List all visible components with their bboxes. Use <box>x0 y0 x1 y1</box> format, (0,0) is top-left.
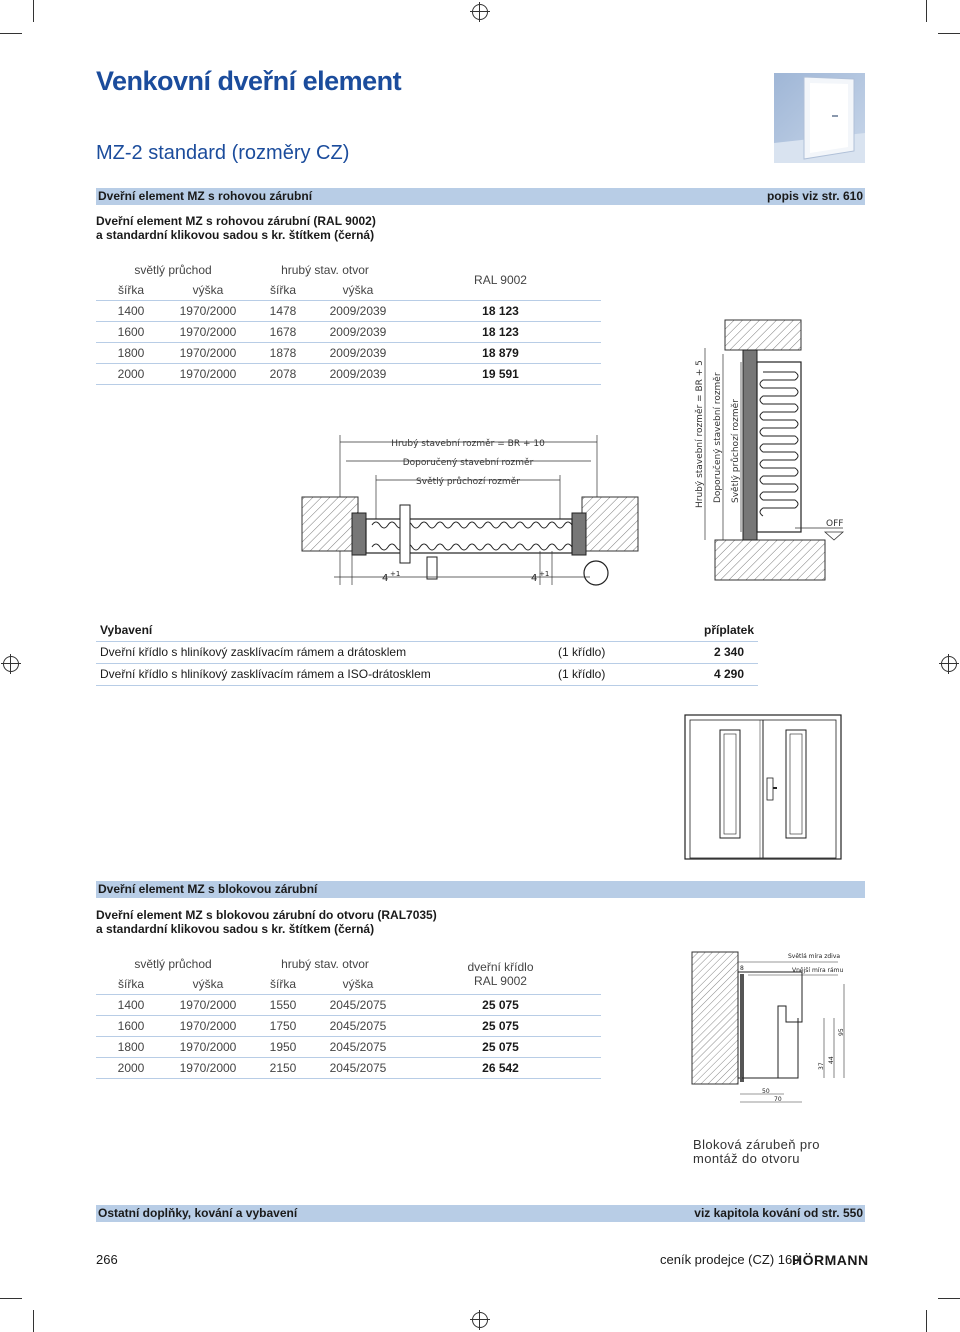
dim-rough: Hrubý stavební rozměr = BR + 10 <box>391 439 545 449</box>
cell: 1600 <box>96 322 166 343</box>
price-table-blokova <box>96 954 601 1079</box>
price-cell: 19 591 <box>400 364 601 385</box>
page-subtitle: MZ-2 standard (rozměry CZ) <box>96 142 350 164</box>
col-header: šířka <box>250 974 316 995</box>
dim-95: 95 <box>838 1028 845 1036</box>
cell: 1950 <box>250 1037 316 1058</box>
tolerance-sup: +1 <box>539 570 550 578</box>
price-cell: 25 075 <box>400 1016 601 1037</box>
cell: 2045/2075 <box>316 1016 400 1037</box>
cell: 2045/2075 <box>316 1037 400 1058</box>
item-label: Dveřní křídlo s hliníkový zasklívacím rámem a drátosklem <box>100 645 407 659</box>
dim-clear: Světlý průchozí rozměr <box>416 477 520 487</box>
table-row <box>96 322 601 343</box>
crop-mark <box>938 33 960 34</box>
cell: 2150 <box>250 1058 316 1079</box>
cell: 1750 <box>250 1016 316 1037</box>
v-dim-clear: Světlý průchozí rozměr <box>731 399 741 503</box>
dim-8: 8 <box>740 965 744 972</box>
v-dim-rough: Hrubý stavební rozměr = BR + 5 <box>695 360 705 508</box>
cell: 1600 <box>96 1016 166 1037</box>
crop-mark <box>938 1298 960 1299</box>
price-cell: 18 879 <box>400 343 601 364</box>
item-unit: (1 křídlo) <box>558 667 606 681</box>
price-header-line: dveřní křídlo <box>467 960 534 974</box>
off-label: OFF <box>826 519 844 529</box>
cell: 2009/2039 <box>316 364 400 385</box>
page-title: Venkovní dveřní element <box>96 66 402 96</box>
cell: 2009/2039 <box>316 343 400 364</box>
page-reference: viz kapitola kování od str. 550 <box>694 1206 863 1220</box>
brand-logo: HÖRMANN <box>792 1252 869 1268</box>
table-row <box>96 364 601 385</box>
cell: 2045/2075 <box>316 995 400 1016</box>
registration-mark-icon <box>3 656 19 672</box>
cell: 1970/2000 <box>166 364 250 385</box>
item-label: Dveřní křídlo s hliníkový zasklívacím rámem a ISO-drátosklem <box>100 667 431 681</box>
crop-mark <box>33 0 34 22</box>
col-header: výška <box>166 280 250 301</box>
section-band-rohova <box>96 188 865 205</box>
table-row <box>96 1037 601 1058</box>
table-row <box>96 664 758 686</box>
table-row <box>96 995 601 1016</box>
door-photo <box>774 73 865 163</box>
cell: 1970/2000 <box>166 1016 250 1037</box>
item-unit: (1 křídlo) <box>558 645 606 659</box>
block-frame-drawing <box>688 948 860 1108</box>
vertical-section-drawing <box>685 318 845 584</box>
cell: 1800 <box>96 1037 166 1058</box>
dim-50: 50 <box>762 1088 770 1095</box>
col-header: výška <box>166 974 250 995</box>
crop-mark <box>926 1310 927 1332</box>
group-header: hrubý stav. otvor <box>281 263 369 277</box>
cell: 1970/2000 <box>166 301 250 322</box>
description-line: a standardní klikovou sadou s kr. štítkem (černá) <box>96 228 375 242</box>
block-frame-caption <box>693 1138 820 1166</box>
cell: 1970/2000 <box>166 995 250 1016</box>
table-row <box>96 301 601 322</box>
price-cell: 25 075 <box>400 1037 601 1058</box>
cell: 1400 <box>96 301 166 322</box>
tolerance-left: 4 <box>382 573 389 584</box>
description-line: a standardní klikovou sadou s kr. štítkem (černá) <box>96 922 375 936</box>
header-label: Vybavení <box>100 623 153 637</box>
dim-recommended: Doporučený stavební rozměr <box>402 458 534 468</box>
price-header: RAL 9002 <box>400 260 601 301</box>
section-title: Dveřní element MZ s blokovou zárubní <box>98 882 318 896</box>
cell: 2000 <box>96 364 166 385</box>
equipment-table <box>96 620 758 686</box>
cell: 1878 <box>250 343 316 364</box>
table-header <box>96 620 758 642</box>
page-reference: popis viz str. 610 <box>766 189 863 203</box>
table-row <box>96 642 758 664</box>
cell: 1400 <box>96 995 166 1016</box>
section-title: Dveřní element MZ s rohovou zárubní <box>98 189 313 203</box>
group-header: světlý průchod <box>134 957 212 971</box>
item-price: 4 290 <box>713 667 744 681</box>
cell: 1550 <box>250 995 316 1016</box>
cell: 1970/2000 <box>166 343 250 364</box>
dim-70: 70 <box>774 1096 782 1103</box>
section-title: Ostatní doplňky, kování a vybavení <box>98 1206 298 1220</box>
caption-line: montáž do otvoru <box>693 1151 800 1166</box>
section-description <box>96 214 376 242</box>
table-row <box>96 343 601 364</box>
cell: 2078 <box>250 364 316 385</box>
label-frame: Vnější míra rámu <box>792 967 844 974</box>
description-line: Dveřní element MZ s blokovou zárubní do otvoru (RAL7035) <box>96 908 437 922</box>
crop-mark <box>0 33 22 34</box>
col-header: výška <box>316 280 400 301</box>
col-header: šířka <box>96 280 166 301</box>
col-header: šířka <box>96 974 166 995</box>
price-cell: 18 123 <box>400 301 601 322</box>
cell: 1970/2000 <box>166 322 250 343</box>
col-header: výška <box>316 974 400 995</box>
cell: 1970/2000 <box>166 1037 250 1058</box>
double-door-elevation <box>684 714 842 860</box>
dim-37: 37 <box>818 1062 825 1070</box>
section-band-accessories <box>96 1205 865 1222</box>
v-dim-recommended: Doporučený stavební rozměr <box>713 372 723 503</box>
dim-44: 44 <box>828 1056 835 1064</box>
table-row <box>96 1016 601 1037</box>
registration-mark-icon <box>941 656 957 672</box>
section-description <box>96 908 437 936</box>
crop-mark <box>33 1310 34 1332</box>
footer-catalog: ceník prodejce (CZ) 169 <box>660 1252 800 1267</box>
tolerance-sup: +1 <box>390 570 401 578</box>
cell: 1678 <box>250 322 316 343</box>
cell: 2045/2075 <box>316 1058 400 1079</box>
group-header: hrubý stav. otvor <box>281 957 369 971</box>
crop-mark <box>926 0 927 22</box>
col-header: šířka <box>250 280 316 301</box>
price-cell: 26 542 <box>400 1058 601 1079</box>
section-band-blokova <box>96 881 865 898</box>
cell: 2009/2039 <box>316 322 400 343</box>
page-number: 266 <box>96 1252 118 1267</box>
caption-line: Bloková zárubeň pro <box>693 1137 820 1152</box>
tolerance-right: 4 <box>531 573 538 584</box>
label-masonry: Světlá míra zdiva <box>788 953 841 960</box>
price-table-rohova <box>96 260 601 385</box>
price-cell: 25 075 <box>400 995 601 1016</box>
cell: 1478 <box>250 301 316 322</box>
horizontal-section-drawing <box>300 425 640 605</box>
cell: 2000 <box>96 1058 166 1079</box>
cell: 2009/2039 <box>316 301 400 322</box>
cell: 1970/2000 <box>166 1058 250 1079</box>
table-row <box>96 1058 601 1079</box>
crop-mark <box>0 1298 22 1299</box>
header-price: příplatek <box>703 623 754 637</box>
registration-mark-icon <box>472 4 488 20</box>
description-line: Dveřní element MZ s rohovou zárubní (RAL 9002) <box>96 214 376 228</box>
price-cell: 18 123 <box>400 322 601 343</box>
price-header-line: RAL 9002 <box>474 974 527 988</box>
registration-mark-icon <box>472 1312 488 1328</box>
cell: 1800 <box>96 343 166 364</box>
item-price: 2 340 <box>713 645 744 659</box>
price-header <box>400 954 601 995</box>
group-header: světlý průchod <box>134 263 212 277</box>
